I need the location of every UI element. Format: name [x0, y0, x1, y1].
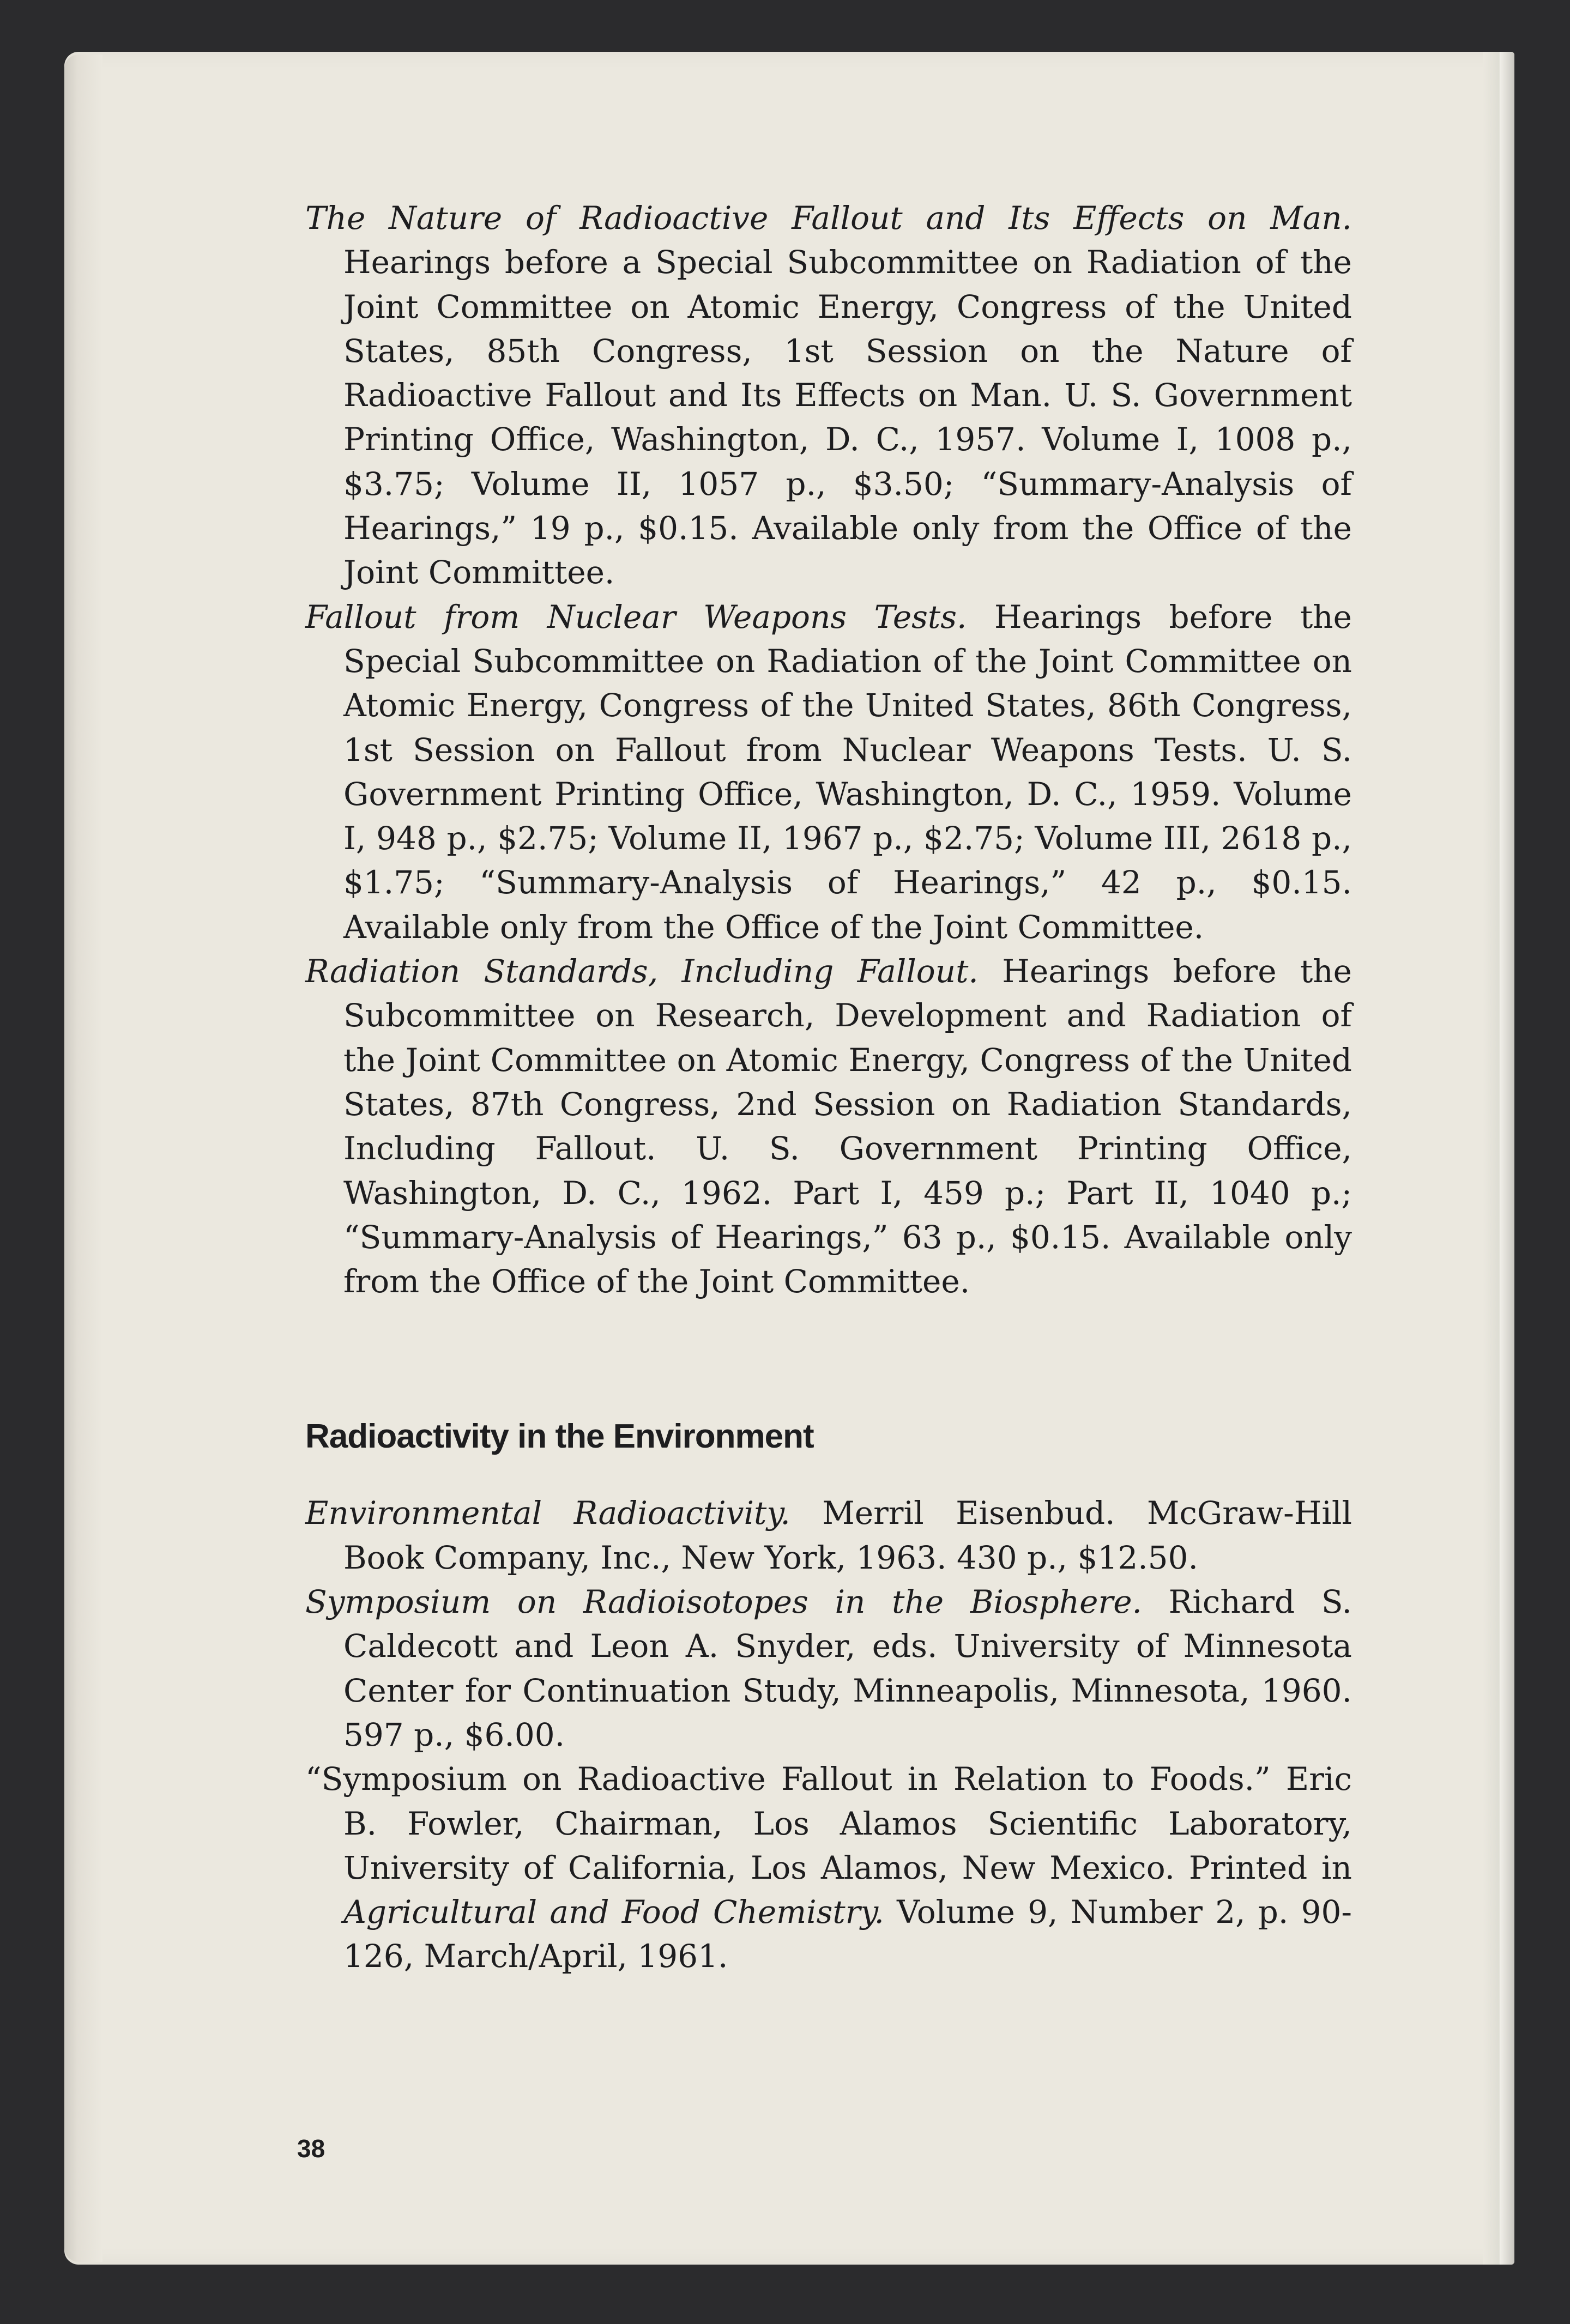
- reference-title: Environmental Radioactivity.: [305, 1494, 790, 1532]
- reference-entry: [305, 1491, 1352, 1580]
- page-number: 38: [297, 2134, 325, 2163]
- section-heading: Radioactivity in the Environment: [305, 1418, 814, 1456]
- reference-body: Volume 9, Number 2, p. 90-126, March/April, 1961.: [343, 1893, 1352, 1975]
- reference-title: Fallout from Nuclear Weapons Tests.: [305, 598, 967, 636]
- reference-entry: [305, 595, 1352, 949]
- reference-title: Agricultural and Food Chemistry.: [343, 1893, 884, 1931]
- reference-title: Radiation Standards, Including Fallout.: [305, 953, 979, 990]
- page-gutter: [64, 55, 102, 2262]
- reference-lead: “Symposium on Radioactive Fallout in Relation to Foods.” Eric B. Fowler, Chairman, Los Alamos Scientific Laboratory, University of California, Los Alamos, New Mexico. Printed in: [305, 1760, 1352, 1886]
- page-edge: [1483, 52, 1514, 2265]
- page-content: [305, 196, 1352, 1979]
- reference-title: Symposium on Radioisotopes in the Biosphere.: [305, 1583, 1142, 1621]
- reference-body: Hearings before the Subcommittee on Research, Development and Radiation of the Joint Committee on Atomic Energy, Congress of the United States, 87th Congress, 2nd Session on Radiation Standards, Including Fallout. U. S. Government Printing Office, Washington, D. C., 1962. Part I, 459 p.; Part II, 1040 p.; “Summary-Analysis of Hearings,” 63 p., $0.15. Available only from the Office of the Joint Committee.: [343, 953, 1352, 1300]
- reference-entry: [305, 1580, 1352, 1757]
- reference-entry: [305, 196, 1352, 595]
- reference-entry: [305, 1757, 1352, 1978]
- reference-title: The Nature of Radioactive Fallout and Its Effects on Man.: [305, 199, 1352, 237]
- reference-body: Hearings before the Special Subcommittee on Radiation of the Joint Committee on Atomic Energy, Congress of the United States, 86th Congress, 1st Session on Fallout from Nuclear Weapons Tests. U. S. Government Printing Office, Washington, D. C., 1959. Volume I, 948 p., $2.75; Volume II, 1967 p., $2.75; Volume III, 2618 p., $1.75; “Summary-Analysis of Hearings,” 42 p., $0.15. Available only from the Office of the Joint Committee.: [343, 598, 1352, 946]
- reference-body: Hearings before a Special Subcommittee on Radiation of the Joint Committee on Atomic Energy, Congress of the United States, 85th Congress, 1st Session on the Nature of Radioactive Fallout and Its Effects on Man. U. S. Government Printing Office, Washington, D. C., 1957. Volume I, 1008 p., $3.75; Volume II, 1057 p., $3.50; “Summary-Analysis of Hearings,” 19 p., $0.15. Available only from the Office of the Joint Committee.: [343, 244, 1352, 591]
- reference-body: Merril Eisenbud. McGraw-Hill Book Company, Inc., New York, 1963. 430 p., $12.50.: [343, 1494, 1352, 1576]
- reference-entry: [305, 949, 1352, 1304]
- reference-body: Richard S. Caldecott and Leon A. Snyder, eds. University of Minnesota Center for Continuation Study, Minneapolis, Minnesota, 1960. 597 p., $6.00.: [343, 1583, 1352, 1753]
